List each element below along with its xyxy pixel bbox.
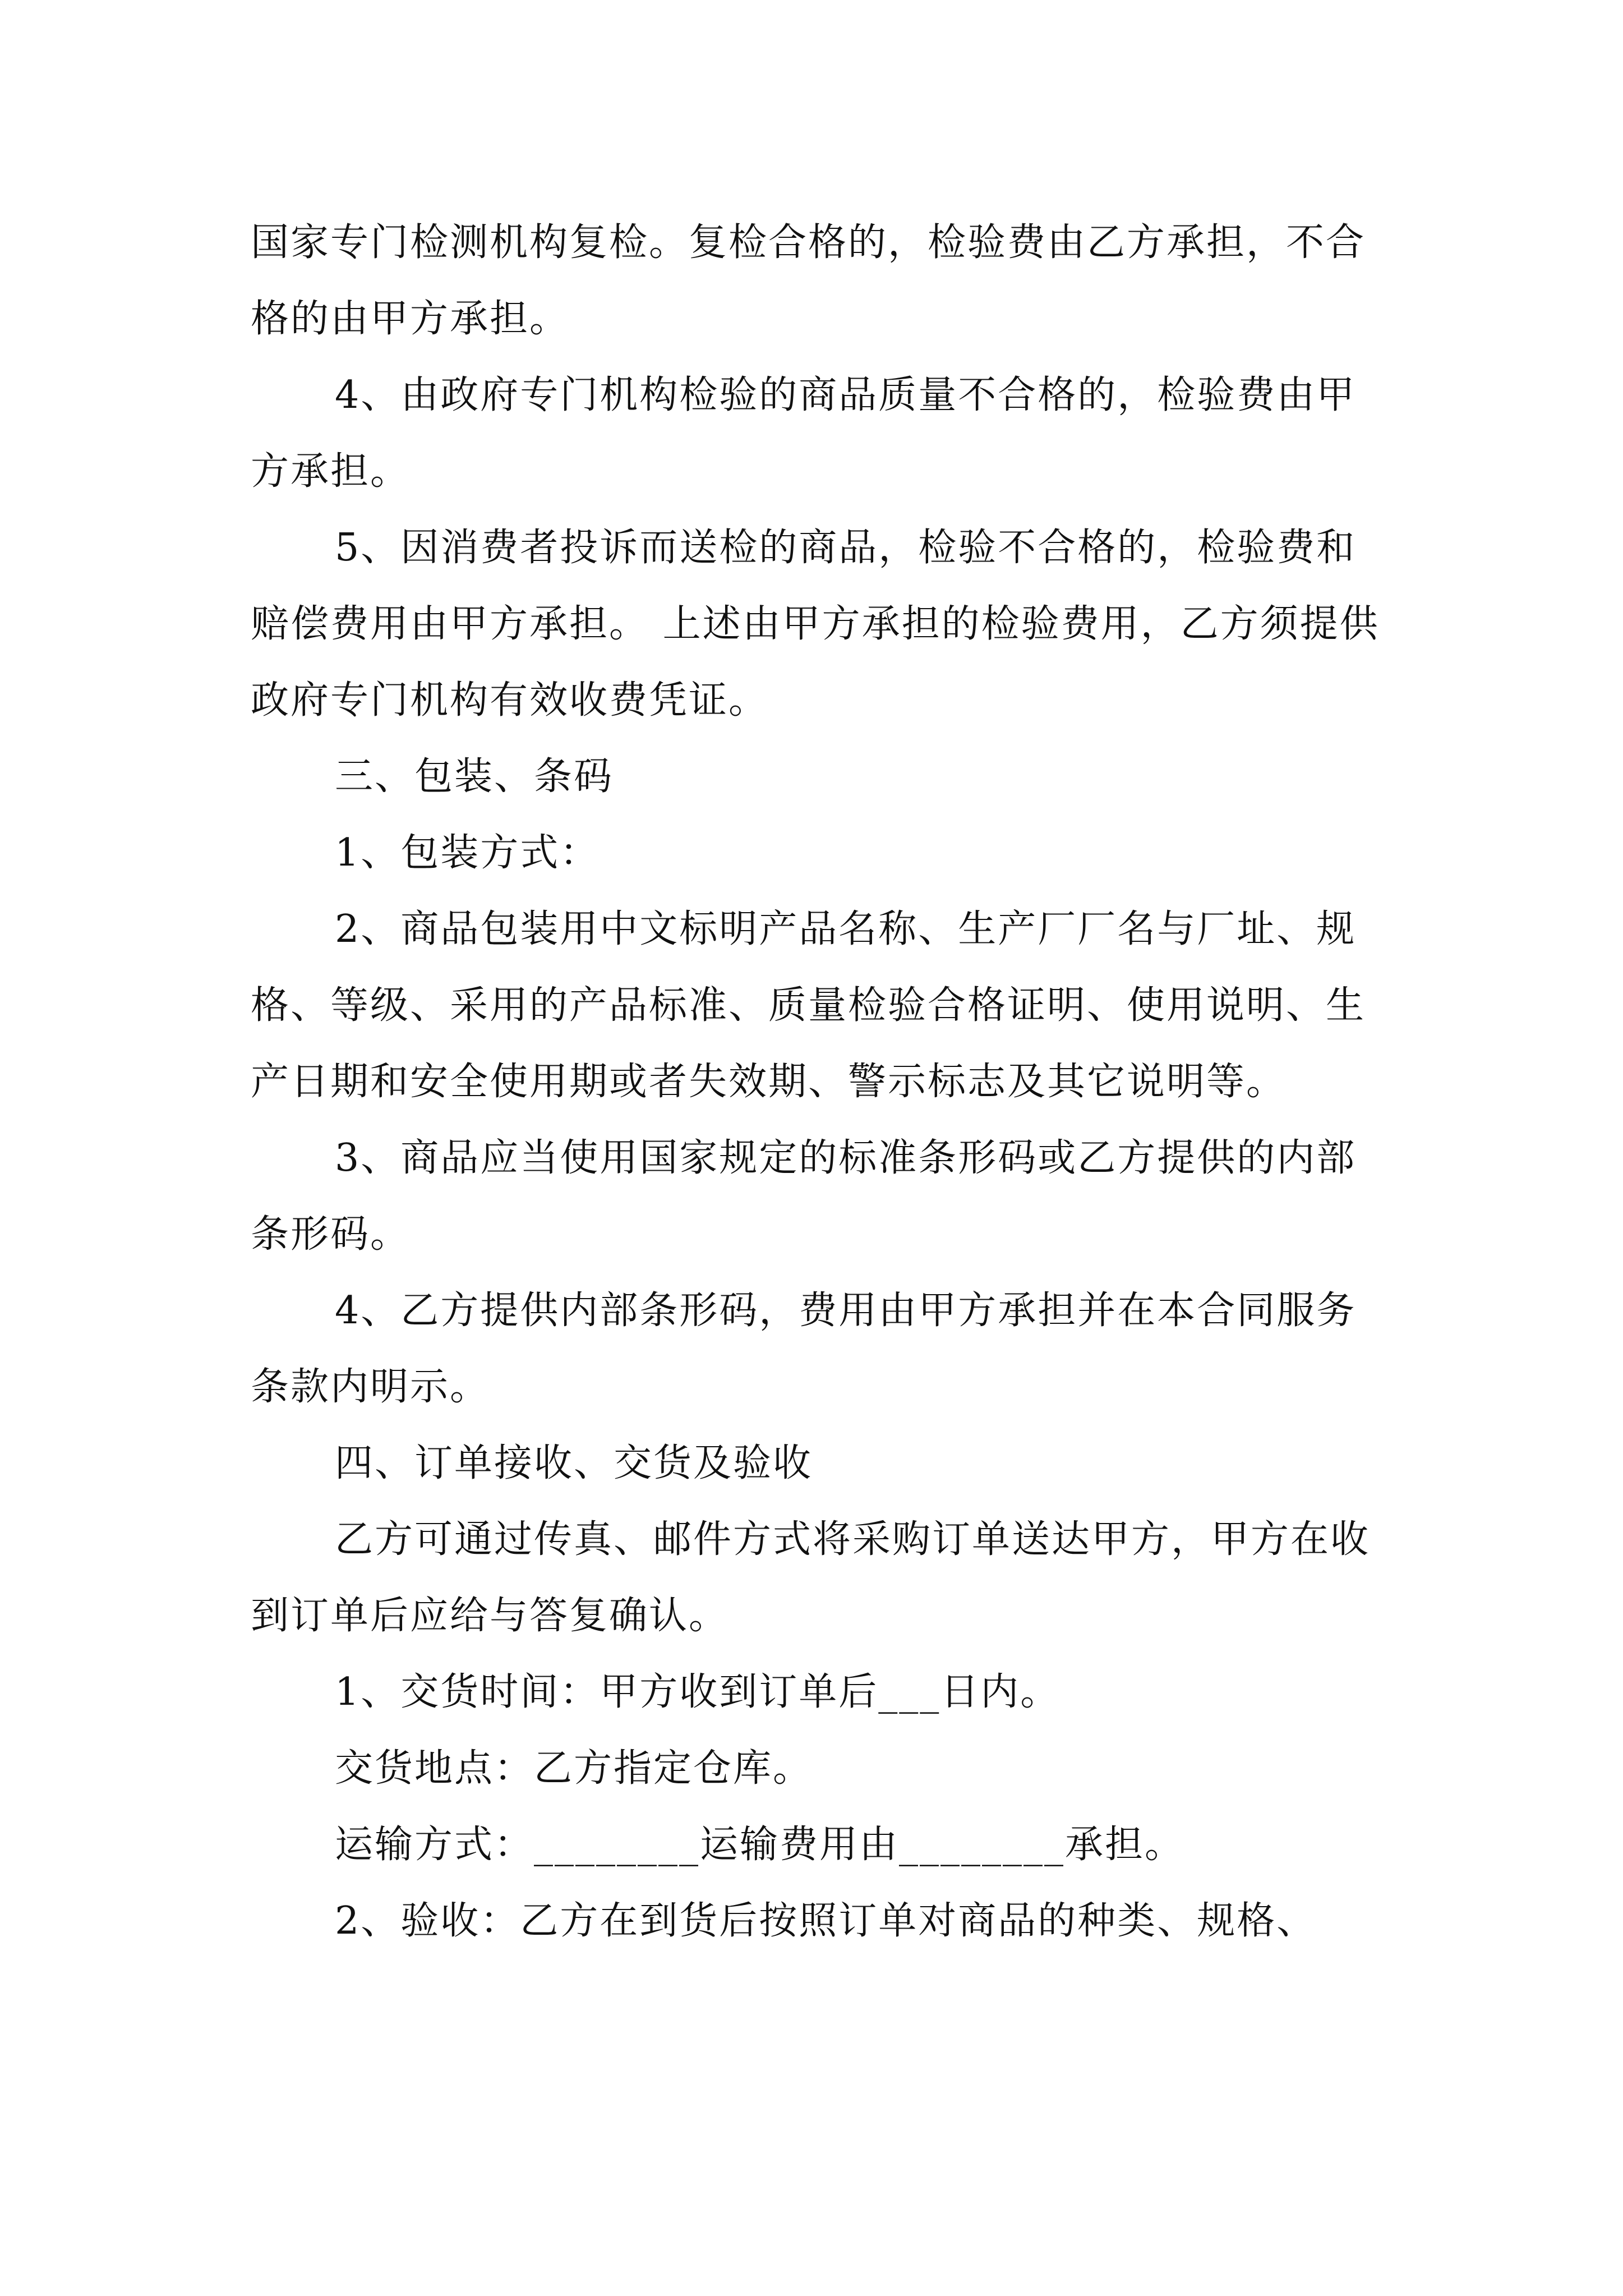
paragraph: 乙方可通过传真、邮件方式将采购订单送达甲方，甲方在收到订单后应给与答复确认。: [251, 1517, 1371, 1638]
paragraph: 5、因消费者投诉而送检的商品，检验不合格的，检验费和赔偿费用由甲方承担。 上述由甲方承担的检验费用，乙方须提供政府专门机构有效收费凭证。: [251, 526, 1380, 723]
paragraph: 4、由政府专门机构检验的商品质量不合格的，检验费由甲方承担。: [251, 373, 1357, 494]
paragraph: 运输方式：________运输费用由________承担。: [335, 1823, 1185, 1867]
paragraph: 交货地点：乙方指定仓库。: [335, 1746, 813, 1791]
paragraph: 3、商品应当使用国家规定的标准条形码或乙方提供的内部条形码。: [251, 1136, 1357, 1257]
paragraph: 1、包装方式：: [335, 831, 600, 875]
paragraph: 2、商品包装用中文标明产品名称、生产厂厂名与厂址、规格、等级、采用的产品标准、质量检验合格证明、使用说明、生产日期和安全使用期或者失效期、警示标志及其它说明等。: [251, 907, 1366, 1104]
paragraph: 2、验收：乙方在到货后按照订单对商品的种类、规格、: [335, 1899, 1317, 1943]
section-heading: 三、包装、条码: [335, 754, 614, 799]
paragraph: 4、乙方提供内部条形码，费用由甲方承担并在本合同服务条款内明示。: [251, 1289, 1357, 1409]
contract-body: [251, 205, 1395, 1959]
paragraph: 国家专门检测机构复检。复检合格的，检验费由乙方承担，不合格的由甲方承担。: [251, 220, 1366, 341]
paragraph: 1、交货时间：甲方收到订单后___日内。: [335, 1670, 1061, 1714]
section-heading: 四、订单接收、交货及验收: [335, 1441, 813, 1485]
